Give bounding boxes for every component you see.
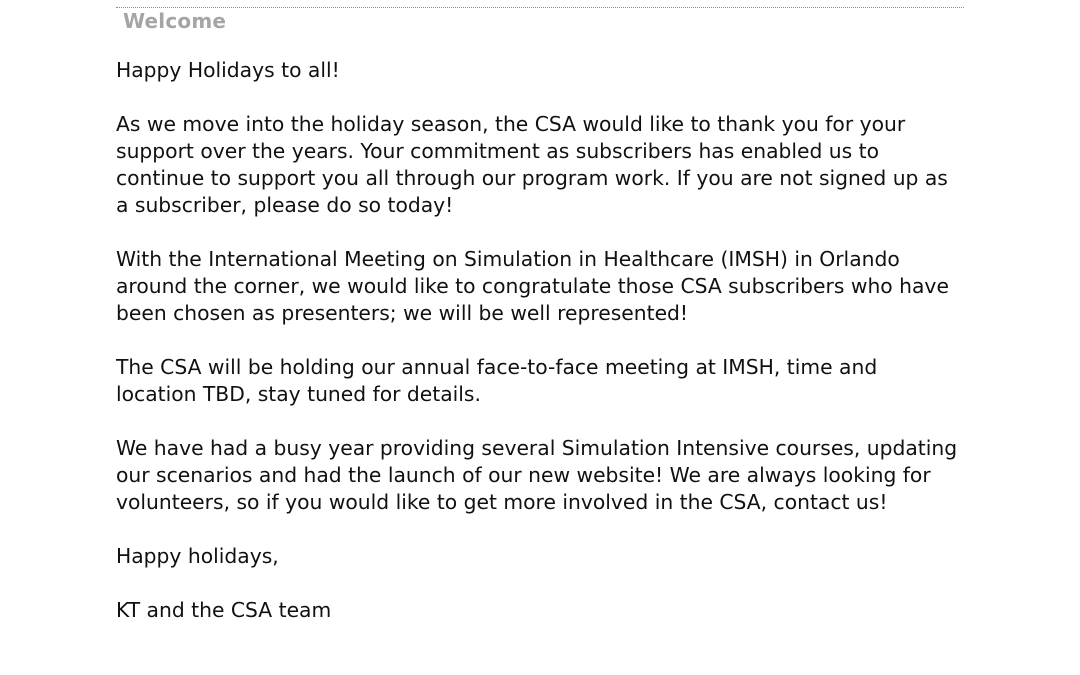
paragraph-meeting <box>116 354 964 408</box>
paragraph-line: The CSA will be holding our annual face-to-face meeting at IMSH, time and <box>116 355 878 379</box>
paragraph-line: location TBD, stay tuned for details. <box>116 382 481 406</box>
paragraph-line: With the International Meeting on Simulation in Healthcare (IMSH) in Orlando <box>116 247 900 271</box>
paragraph-line: around the corner, we would like to congratulate those CSA subscribers who have <box>116 274 949 298</box>
paragraph-line: continue to support you all through our program work. If you are not signed up as <box>116 166 948 190</box>
greeting <box>116 57 964 84</box>
signature <box>116 597 964 624</box>
section-header <box>116 0 964 40</box>
paragraph-thanks <box>116 111 964 219</box>
paragraph-line: our scenarios and had the launch of our new website! We are always looking for <box>116 463 931 487</box>
paragraph-line: We have had a busy year providing several Simulation Intensive courses, updating <box>116 436 958 460</box>
paragraph-line: been chosen as presenters; we will be well represented! <box>116 301 689 325</box>
letter-body <box>116 57 964 651</box>
paragraph-line: As we move into the holiday season, the CSA would like to thank you for your <box>116 112 906 136</box>
section-title: Welcome <box>123 9 227 33</box>
greeting-line: Happy Holidays to all! <box>116 58 340 82</box>
newsletter-page <box>116 0 964 675</box>
paragraph-imsh <box>116 246 964 327</box>
dotted-divider <box>116 7 964 8</box>
closing-line: Happy holidays, <box>116 544 279 568</box>
paragraph-year-review <box>116 435 964 516</box>
paragraph-line: volunteers, so if you would like to get more involved in the CSA, contact us! <box>116 490 888 514</box>
signature-line: KT and the CSA team <box>116 598 332 622</box>
closing <box>116 543 964 570</box>
paragraph-line: support over the years. Your commitment as subscribers has enabled us to <box>116 139 880 163</box>
paragraph-line: a subscriber, please do so today! <box>116 193 454 217</box>
